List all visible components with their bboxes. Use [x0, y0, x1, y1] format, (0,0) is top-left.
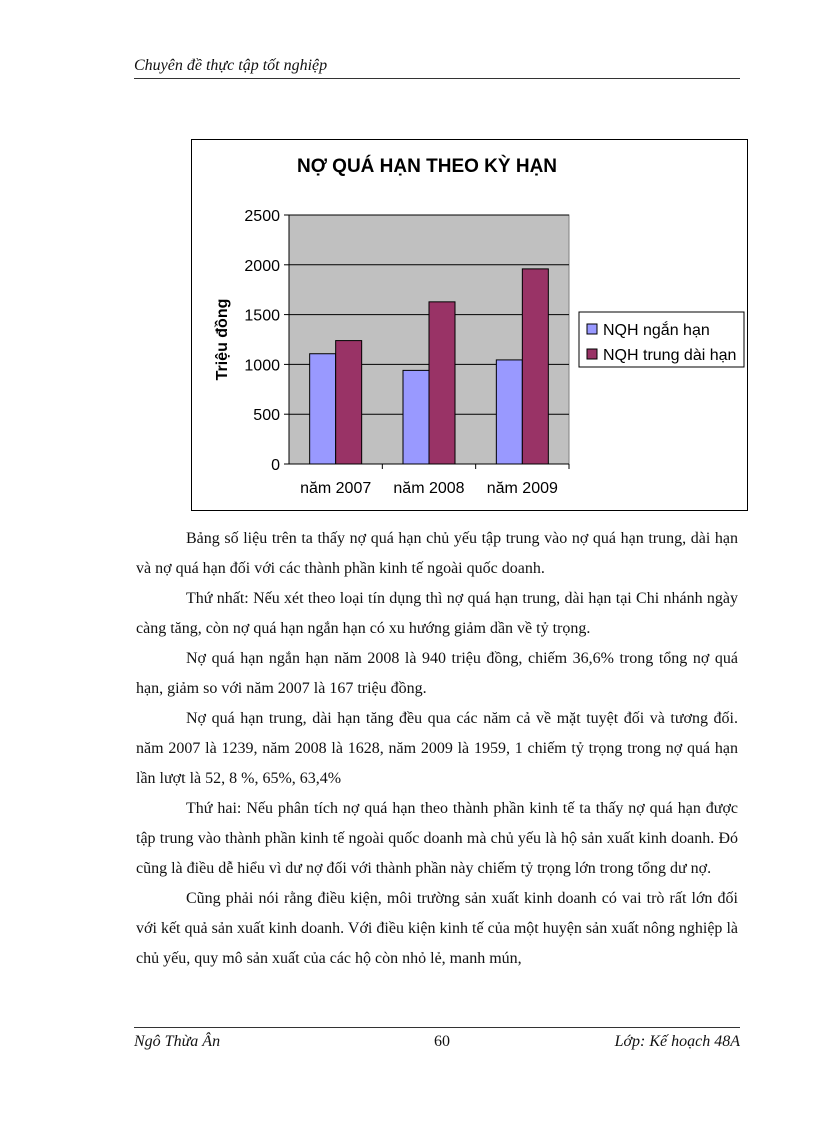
- paragraph-4: Nợ quá hạn trung, dài hạn tăng đều qua các năm cả về mặt tuyệt đối và tương đối. năm 2007 là 1239, năm 2008 là 1628, năm 2009 là 1959, 1 chiếm tỷ trọng trong nợ quá hạn lần lượt là 52, 8 %, 65%, 63,4%: [136, 710, 738, 787]
- y-tick-label-1500: 1500: [244, 307, 280, 325]
- legend-swatch-1: [587, 349, 597, 359]
- footer-class-info: Lớp: Kế hoạch 48A: [614, 1033, 740, 1050]
- y-tick-label-0: 0: [271, 457, 280, 474]
- footer-author: Ngô Thừa Ân: [134, 1033, 221, 1050]
- bar-short-term-2: [496, 360, 522, 464]
- y-axis-label: Triệu đồng: [214, 298, 231, 381]
- bar-short-term-0: [310, 354, 336, 464]
- bar-chart: [192, 140, 747, 510]
- bar-medium-long-term-1: [429, 302, 455, 464]
- header-title: Chuyên đề thực tập tốt nghiệp: [134, 57, 328, 74]
- body-text: [136, 524, 738, 974]
- paragraph-3: Nợ quá hạn ngắn hạn năm 2008 là 940 triệu đồng, chiếm 36,6% trong tổng nợ quá hạn, giảm so với năm 2007 là 167 triệu đồng.: [136, 650, 738, 697]
- legend-swatch-0: [587, 324, 597, 334]
- chart-title: NỢ QUÁ HẠN THEO KỲ HẠN: [296, 156, 558, 177]
- x-tick-label-0: năm 2007: [300, 480, 372, 497]
- bar-short-term-1: [403, 370, 429, 464]
- paragraph-5: Thứ hai: Nếu phân tích nợ quá hạn theo thành phần kinh tế ta thấy nợ quá hạn được tập trung vào thành phần kinh tế ngoài quốc doanh mà chủ yếu là hộ sản xuất kinh doanh. Đó cũng là điều dễ hiểu vì dư nợ đối với thành phần này chiếm tỷ trọng lớn trong tổng dư nợ.: [136, 800, 738, 877]
- y-tick-label-2000: 2000: [244, 257, 280, 275]
- y-tick-label-2500: 2500: [244, 208, 280, 225]
- chart-container: [191, 139, 748, 511]
- paragraph-2: Thứ nhất: Nếu xét theo loại tín dụng thì nợ quá hạn trung, dài hạn tại Chi nhánh ngày càng tăng, còn nợ quá hạn ngắn hạn có xu hướng giảm dần về tỷ trọng.: [136, 590, 738, 637]
- bar-medium-long-term-2: [522, 269, 548, 464]
- page-footer: [134, 1027, 740, 1052]
- bar-medium-long-term-0: [336, 341, 362, 464]
- page-header: [134, 56, 740, 79]
- paragraph-6: Cũng phải nói rằng điều kiện, môi trường sản xuất kinh doanh có vai trò rất lớn đối với kết quả sản xuất kinh doanh. Với điều kiện kinh tế của một huyện sản xuất nông nghiệp là chủ yếu, quy mô sản xuất của các hộ còn nhỏ lẻ, manh mún,: [136, 890, 738, 967]
- legend-label-1: NQH trung dài hạn: [603, 347, 737, 364]
- x-tick-label-2: năm 2009: [486, 480, 558, 497]
- page-number: 60: [434, 1033, 450, 1050]
- paragraph-1: Bảng số liệu trên ta thấy nợ quá hạn chủ yếu tập trung vào nợ quá hạn trung, dài hạn và nợ quá hạn đối với các thành phần kinh tế ngoài quốc doanh.: [136, 530, 738, 577]
- x-tick-label-1: năm 2008: [393, 480, 465, 497]
- y-tick-label-1000: 1000: [244, 357, 280, 375]
- y-tick-label-500: 500: [253, 407, 280, 425]
- legend-label-0: NQH ngắn hạn: [603, 322, 710, 339]
